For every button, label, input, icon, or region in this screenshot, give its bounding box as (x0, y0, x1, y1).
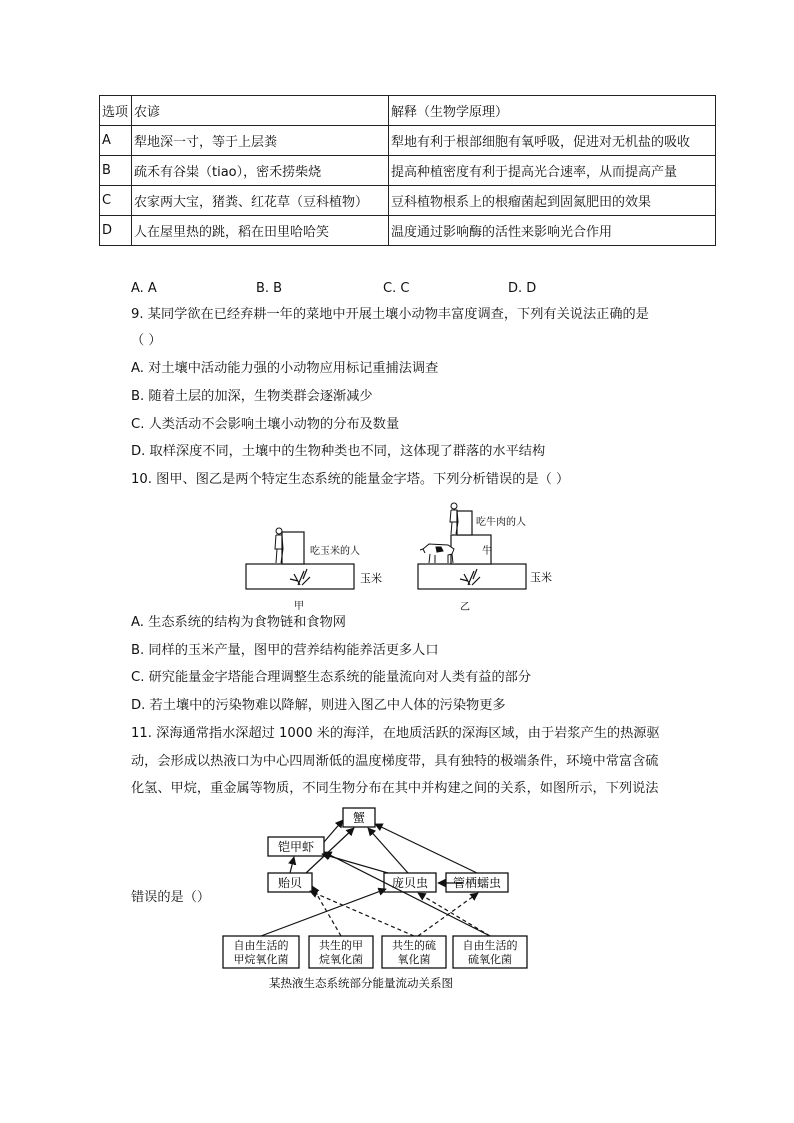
table-cell: D (100, 216, 132, 246)
crab-label: 蟹 (352, 811, 366, 825)
symbiotic-sulfur-bacteria-label: 共生的硫 (392, 939, 436, 952)
table-cell: 人在屋里热的跳，稻在田里哈哈笑 (132, 216, 389, 246)
mussel-label: 贻贝 (277, 876, 303, 890)
jia-base-label: 玉米 (360, 572, 382, 585)
table-row (100, 186, 716, 216)
table-row (100, 156, 716, 186)
q10-option-a[interactable]: A. 生态系统的结构为食物链和食物网 (131, 615, 346, 630)
jia-top-label: 吃玉米的人 (310, 546, 360, 557)
table-cell: 提高种植密度有利于提高光合速率，从而提高产量 (389, 156, 716, 186)
energy-pyramid-figure (240, 497, 560, 617)
q9-option-c[interactable]: C. 人类活动不会影响土壤小动物的分布及数量 (131, 417, 400, 432)
symbiotic-methane-bacteria-label: 共生的甲 (319, 939, 363, 952)
food-web-figure (218, 802, 538, 997)
table-row (100, 216, 716, 246)
table-header-cell: 农谚 (132, 96, 389, 126)
table-cell: 犁地深一寸，等于上层粪 (132, 126, 389, 156)
q11-stem-line-3: 化氢、甲烷，重金属等物质，不同生物分布在其中并构建之间的关系，如图所示，下列说法 (131, 781, 659, 796)
table-header-row (100, 96, 716, 126)
q11-stem-line-4: 错误的是（） (131, 890, 211, 905)
squat-lobster-label: 铠甲虾 (277, 840, 315, 854)
q9-option-a[interactable]: A. 对土壤中活动能力强的小动物应用标记重捕法调查 (131, 361, 439, 376)
free-methane-bacteria-label: 甲烷氧化菌 (233, 953, 289, 966)
pompeii-worm-label: 庞贝虫 (391, 876, 429, 890)
figure-caption: 某热液生态系统部分能量流动关系图 (269, 976, 453, 990)
q10-option-b[interactable]: B. 同样的玉米产量，图甲的营养结构能养活更多人口 (131, 643, 439, 658)
yi-top-block (457, 511, 472, 535)
q11-stem-line-1: 11. 深海通常指水深超过 1000 米的海洋，在地质活跃的深海区域，由于岩浆产生的热源驱 (131, 726, 660, 741)
free-methane-bacteria-label: 自由生活的 (233, 939, 289, 952)
tubeworm-label: 管栖蠕虫 (452, 876, 502, 890)
table-cell: A (100, 126, 132, 156)
table-cell: 疏禾有谷粜（tiao），密禾捞柴烧 (132, 156, 389, 186)
q10-stem: 10. 图甲、图乙是两个特定生态系统的能量金字塔。下列分析错误的是（ ） (131, 472, 570, 487)
table-cell: B (100, 156, 132, 186)
q9-option-b[interactable]: B. 随着土层的加深，生物类群会逐渐减少 (131, 389, 373, 404)
table-cell: 农家两大宝，猪粪、红花草（豆科植物） (132, 186, 389, 216)
q9-stem: 9. 某同学欲在已经弃耕一年的菜地中开展土壤小动物丰富度调查，下列有关说法正确的是 (131, 307, 649, 322)
symbiotic-methane-bacteria-label: 烷氧化菌 (319, 953, 363, 966)
jia-caption: 甲 (294, 601, 304, 612)
jia-base-block (246, 564, 354, 589)
yi-mid-label: 牛 (482, 546, 492, 557)
q8-option-c[interactable]: C. C (383, 281, 410, 296)
table-cell: C (100, 186, 132, 216)
table-header-cell: 解释（生物学原理） (389, 96, 716, 126)
cow-icon (420, 544, 454, 563)
q8-option-b[interactable]: B. B (256, 281, 283, 296)
yi-top-label: 吃牛肉的人 (476, 517, 526, 528)
q8-option-a[interactable]: A. A (131, 281, 157, 296)
table-cell: 温度通过影响酶的活性来影响光合作用 (389, 216, 716, 246)
table-cell: 豆科植物根系上的根瘤菌起到固氮肥田的效果 (389, 186, 716, 216)
table-header-cell: 选项 (100, 96, 132, 126)
q10-option-c[interactable]: C. 研究能量金字塔能合理调整生态系统的能量流向对人类有益的部分 (131, 670, 532, 685)
jia-top-block (282, 532, 304, 564)
q10-option-d[interactable]: D. 若土壤中的污染物难以降解，则进入图乙中人体的污染物更多 (131, 698, 506, 713)
q11-stem-line-2: 动，会形成以热液口为中心四周渐低的温度梯度带，具有独特的极端条件，环境中常富含硫 (131, 754, 659, 769)
yi-base-label: 玉米 (530, 571, 552, 584)
free-sulfur-bacteria-label: 硫氧化菌 (468, 953, 512, 966)
table-cell: 犁地有利于根部细胞有氧呼吸，促进对无机盐的吸收 (389, 126, 716, 156)
free-sulfur-bacteria-label: 自由生活的 (462, 939, 518, 952)
yi-caption: 乙 (460, 602, 470, 613)
table-row (100, 126, 716, 156)
symbiotic-sulfur-bacteria-label: 氧化菌 (397, 953, 431, 966)
q8-option-d[interactable]: D. D (508, 281, 537, 296)
question-table (99, 95, 716, 246)
q9-paren: （ ） (131, 333, 162, 348)
q9-option-d[interactable]: D. 取样深度不同，土壤中的生物种类也不同，这体现了群落的水平结构 (131, 444, 546, 459)
